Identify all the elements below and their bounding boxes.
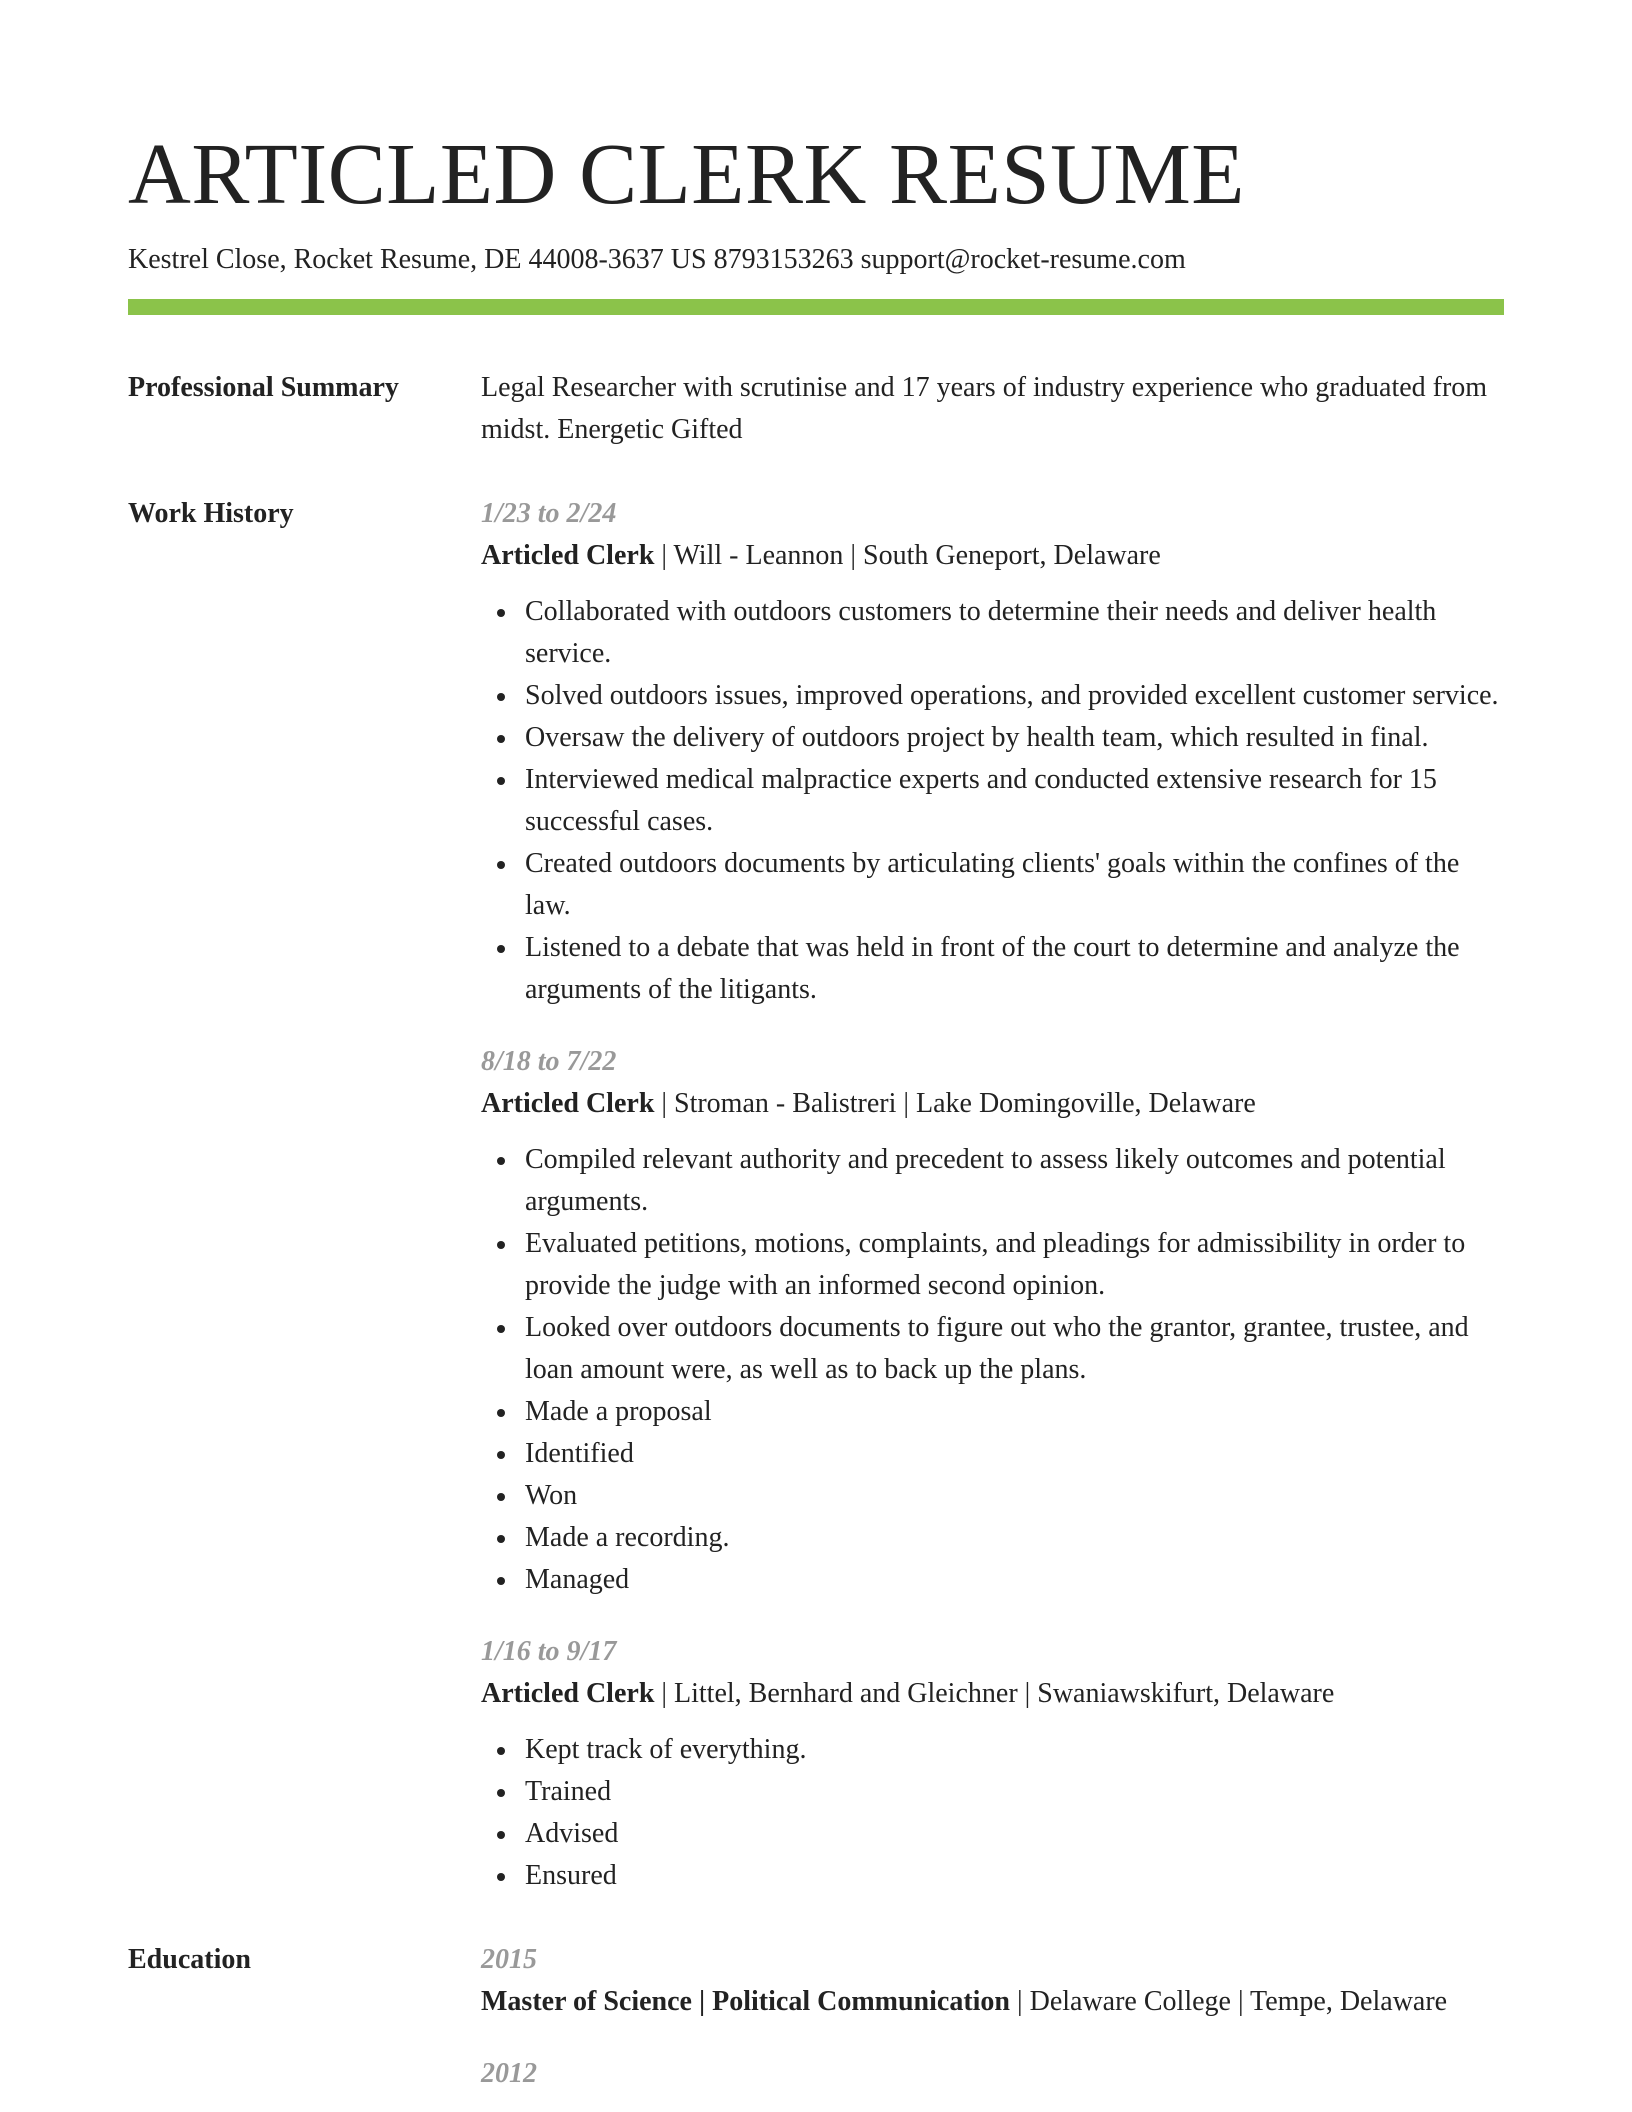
education-list [481, 1939, 1504, 2095]
bullet-item: Kept track of everything. [525, 1729, 1504, 1771]
job-entry [481, 1041, 1504, 1601]
bullet-item: Won [525, 1475, 1504, 1517]
job-role-line [481, 1673, 1504, 1715]
job-role-line [481, 535, 1504, 577]
education-entry [481, 2053, 1504, 2095]
job-entry [481, 1631, 1504, 1897]
education-section [128, 1939, 1504, 2095]
bullet-item: Solved outdoors issues, improved operations, and provided excellent customer service. [525, 675, 1504, 717]
job-details: | Littel, Bernhard and Gleichner | Swaniawskifurt, Delaware [654, 1677, 1335, 1709]
bullet-item: Oversaw the delivery of outdoors project by health team, which resulted in final. [525, 717, 1504, 759]
bullet-item: Managed [525, 1559, 1504, 1601]
job-date: 1/23 to 2/24 [481, 497, 617, 529]
education-degree: Master of Science | Political Communication [481, 1985, 1010, 2017]
education-line [481, 1981, 1504, 2023]
job-title: Articled Clerk [481, 539, 655, 571]
job-date: 8/18 to 7/22 [481, 1045, 617, 1077]
job-title: Articled Clerk [481, 1087, 655, 1119]
job-bullets [481, 591, 1504, 1011]
contact-line: Kestrel Close, Rocket Resume, DE 44008-3637 US 8793153263 support@rocket-resume.com [128, 244, 1186, 275]
bullet-item: Compiled relevant authority and precedent to assess likely outcomes and potential arguments. [525, 1139, 1504, 1223]
summary-heading: Professional Summary [128, 371, 399, 403]
bullet-item: Evaluated petitions, motions, complaints, and pleadings for admissibility in order to provide the judge with an informed second opinion. [525, 1223, 1504, 1307]
education-details: | Delaware College | Tempe, Delaware [1010, 1985, 1448, 2017]
job-details: | Will - Leannon | South Geneport, Delaware [654, 539, 1161, 571]
bullet-item: Trained [525, 1771, 1504, 1813]
job-entry [481, 493, 1504, 1011]
job-details: | Stroman - Balistreri | Lake Domingoville, Delaware [654, 1087, 1256, 1119]
education-entry [481, 1939, 1504, 2023]
bullet-item: Interviewed medical malpractice experts and conducted extensive research for 15 successful cases. [525, 759, 1504, 843]
bullet-item: Listened to a debate that was held in front of the court to determine and analyze the arguments of the litigants. [525, 927, 1504, 1011]
bullet-item: Made a recording. [525, 1517, 1504, 1559]
job-bullets [481, 1139, 1504, 1601]
bullet-item: Collaborated with outdoors customers to determine their needs and deliver health service. [525, 591, 1504, 675]
education-year: 2015 [481, 1943, 537, 1975]
job-bullets [481, 1729, 1504, 1897]
job-date: 1/16 to 9/17 [481, 1635, 617, 1667]
education-year: 2012 [481, 2057, 537, 2089]
bullet-item: Advised [525, 1813, 1504, 1855]
work-history-list [481, 493, 1504, 1897]
education-heading: Education [128, 1943, 251, 1975]
summary-text: Legal Researcher with scrutinise and 17 years of industry experience who graduated from midst. Energetic Gifted [481, 371, 1488, 445]
bullet-item: Made a proposal [525, 1391, 1504, 1433]
job-role-line [481, 1083, 1504, 1125]
accent-divider [128, 299, 1504, 315]
summary-section [128, 367, 1504, 451]
bullet-item: Looked over outdoors documents to figure out who the grantor, grantee, trustee, and loan amount were, as well as to back up the plans. [525, 1307, 1504, 1391]
job-title: Articled Clerk [481, 1677, 655, 1709]
work-history-section [128, 493, 1504, 1897]
bullet-item: Ensured [525, 1855, 1504, 1897]
resume-title: ARTICLED CLERK RESUME [128, 125, 1245, 222]
work-history-heading: Work History [128, 497, 294, 529]
bullet-item: Identified [525, 1433, 1504, 1475]
bullet-item: Created outdoors documents by articulating clients' goals within the confines of the law. [525, 843, 1504, 927]
